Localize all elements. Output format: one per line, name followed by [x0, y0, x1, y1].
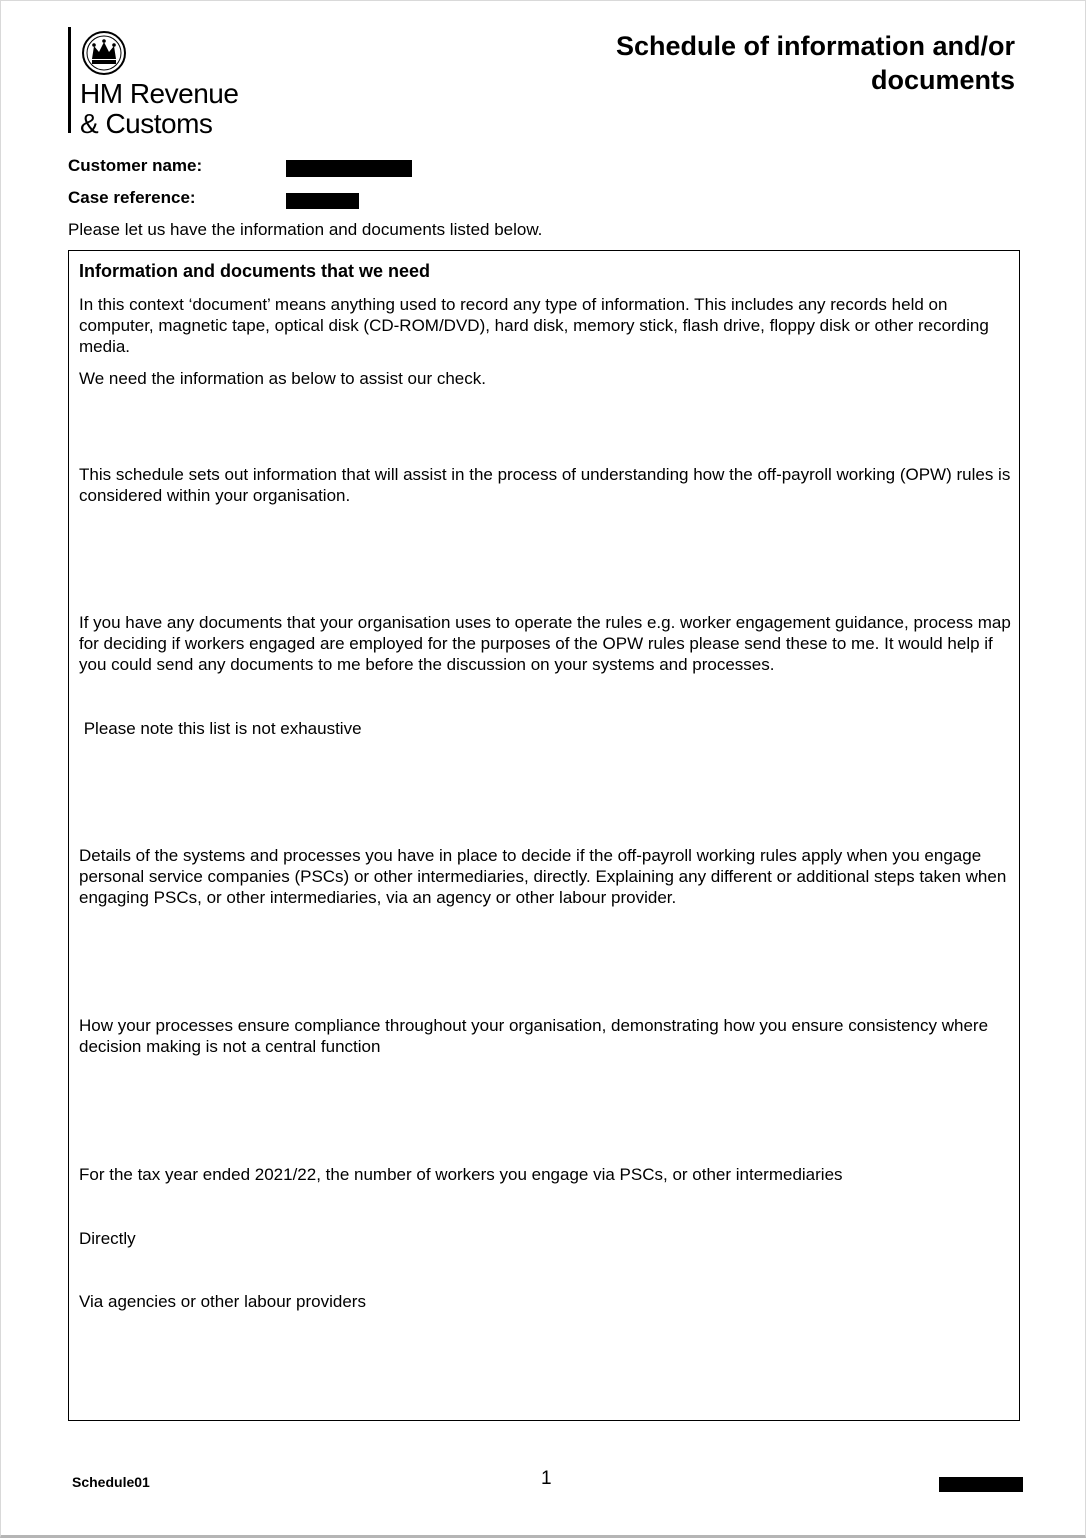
paragraph-documents-request: If you have any documents that your organisation uses to operate the rules e.g. worker engagement guidance, process map for deciding if workers engaged are employed for the purposes of the OPW rules please send these to me. It would help if you could send any documents to me before the discussion on your systems and processes. [79, 613, 1011, 674]
customer-name-row [68, 155, 428, 177]
logo-text-line2: & Customs [80, 108, 213, 139]
intro-text: Please let us have the information and documents listed below. [68, 220, 543, 239]
document-title: Schedule of information and/or documents [615, 31, 1015, 95]
case-reference-redaction [286, 193, 359, 209]
footer-redaction [939, 1477, 1023, 1492]
paragraph-compliance: How your processes ensure compliance throughout your organisation, demonstrating how you ensure consistency where decision making is not a central function [79, 1016, 989, 1056]
case-reference-label: Case reference: [68, 188, 196, 207]
paragraph-via-agencies: Via agencies or other labour providers [79, 1292, 366, 1311]
footer-schedule-id: Schedule01 [72, 1474, 150, 1490]
box-heading: Information and documents that we need [79, 261, 431, 281]
hmrc-logo [68, 27, 268, 137]
paragraph-systems-processes: Details of the systems and processes you have in place to decide if the off-payroll working rules apply when you engage personal service companies (PSCs) or other intermediaries, directly. Explaining any different or additional steps taken when engaging PSCs, or other intermediaries, via an agency or other labour provider. [79, 846, 1007, 907]
paragraph-schedule-purpose: This schedule sets out information that will assist in the process of understanding how the off-payroll working (OPW) rules is considered within your organisation. [79, 465, 1011, 505]
information-box [68, 250, 1020, 1421]
crown-crest-icon [80, 29, 128, 77]
paragraph-tax-year: For the tax year ended 2021/22, the number of workers you engage via PSCs, or other intermediaries [79, 1165, 843, 1184]
case-reference-row [68, 187, 428, 209]
paragraph-directly: Directly [79, 1229, 136, 1248]
footer-page-number: 1 [541, 1468, 552, 1489]
customer-name-label: Customer name: [68, 156, 203, 175]
paragraph-not-exhaustive: Please note this list is not exhaustive [79, 719, 362, 738]
paragraph-need-info: We need the information as below to assist our check. [79, 369, 486, 388]
customer-name-redaction [286, 160, 412, 177]
logo-rule [68, 27, 71, 133]
logo-text-line1: HM Revenue [80, 78, 239, 109]
paragraph-document-definition: In this context ‘document’ means anything used to record any type of information. This includes any records held on computer, magnetic tape, optical disk (CD-ROM/DVD), hard disk, memory stick, flash drive, floppy disk or other recording media. [79, 295, 989, 356]
